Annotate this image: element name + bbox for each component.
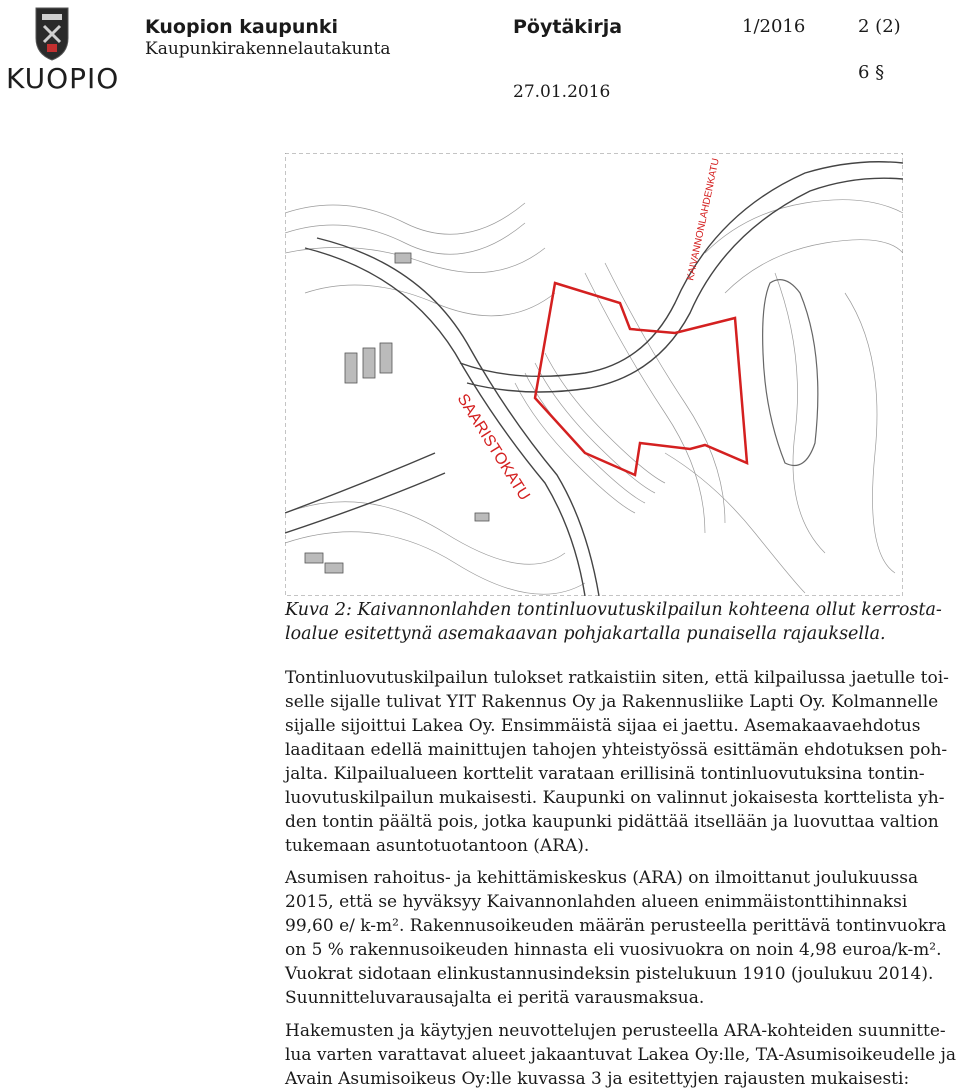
text-line: Avain Asumisoikeus Oy:lle kuvassa 3 ja esitettyjen rajausten mukaisesti: [285,1069,910,1089]
caption-line: loalue esitettynä asemakaavan pohjakartalla punaisella rajauksella. [285,624,886,644]
text-line: lua varten varattavat alueet jakaantuvat Lakea Oy:lle, TA-Asumisoikeudelle ja [285,1045,957,1065]
text-line: luovutuskilpailun mukaisesti. Kaupunki on valinnut jokaisesta korttelista yh- [285,788,945,808]
text-line: tukemaan asuntotuotantoon (ARA). [285,836,590,856]
section-number: 6 § [858,62,885,83]
logo-wordmark: KUOPIO [6,62,120,95]
text-line: Tontinluovutuskilpailun tulokset ratkaistiin siten, että kilpailussa jaetulle toi- [285,668,949,688]
text-line: selle sijalle tulivat YIT Rakennus Oy ja Rakennusliike Lapti Oy. Kolmannelle [285,692,939,712]
department-name: Kaupunkirakennelautakunta [145,39,391,59]
paragraph-competition-results [285,666,953,858]
caption-line: Kuva 2: Kaivannonlahden tontinluovutuskilpailun kohteena ollut kerrosta- [285,600,942,620]
text-line: sijalle sijoittui Lakea Oy. Ensimmäistä sijaa ei jaettu. Asemakaavaehdotus [285,716,921,736]
page-number: 2 (2) [858,16,901,37]
text-line: on 5 % rakennusoikeuden hinnasta eli vuosivuokra on noin 4,98 euroa/k-m². [285,940,942,960]
document-number: 1/2016 [742,16,806,37]
paragraph-area-allocation [285,1019,957,1091]
organization-name: Kuopion kaupunki [145,16,339,38]
text-line: den tontin päältä pois, jotka kaupunki pidättää itsellään ja luovuttaa valtion [285,812,939,832]
text-line: jalta. Kilpailualueen korttelit varataan erillisinä tontinluovutuksina tontin- [285,764,925,784]
text-line: laaditaan edellä mainittujen tahojen yhteistyössä esittämän ehdotuksen poh- [285,740,948,760]
meeting-date: 27.01.2016 [513,82,611,102]
text-line: 2015, että se hyväksyy Kaivannonlahden alueen enimmäistonttihinnaksi [285,892,908,912]
paragraph-ara-pricing [285,866,953,1010]
text-line: 99,60 e/ k-m². Rakennusoikeuden määrän perusteella perittävä tontinvuokra [285,916,947,936]
text-line: Vuokrat sidotaan elinkustannusindeksin pistelukuun 1910 (joulukuu 2014). [285,964,934,984]
text-line: Hakemusten ja käytyjen neuvottelujen perusteella ARA-kohteiden suunnitte- [285,1021,946,1041]
text-line: Asumisen rahoitus- ja kehittämiskeskus (ARA) on ilmoittanut joulukuussa [285,868,919,888]
coat-of-arms-icon [6,4,98,64]
street-label-saaristokatu: SAARISTOKATU [453,391,533,504]
document-type: Pöytäkirja [513,16,623,38]
zoning-map [285,153,903,596]
text-line: Suunnitteluvarausajalta ei peritä varausmaksua. [285,988,705,1008]
street-label-kaivannonlahdenkatu: KAIVANNONLAHDENKATU [685,157,722,282]
figure-caption [285,598,942,646]
